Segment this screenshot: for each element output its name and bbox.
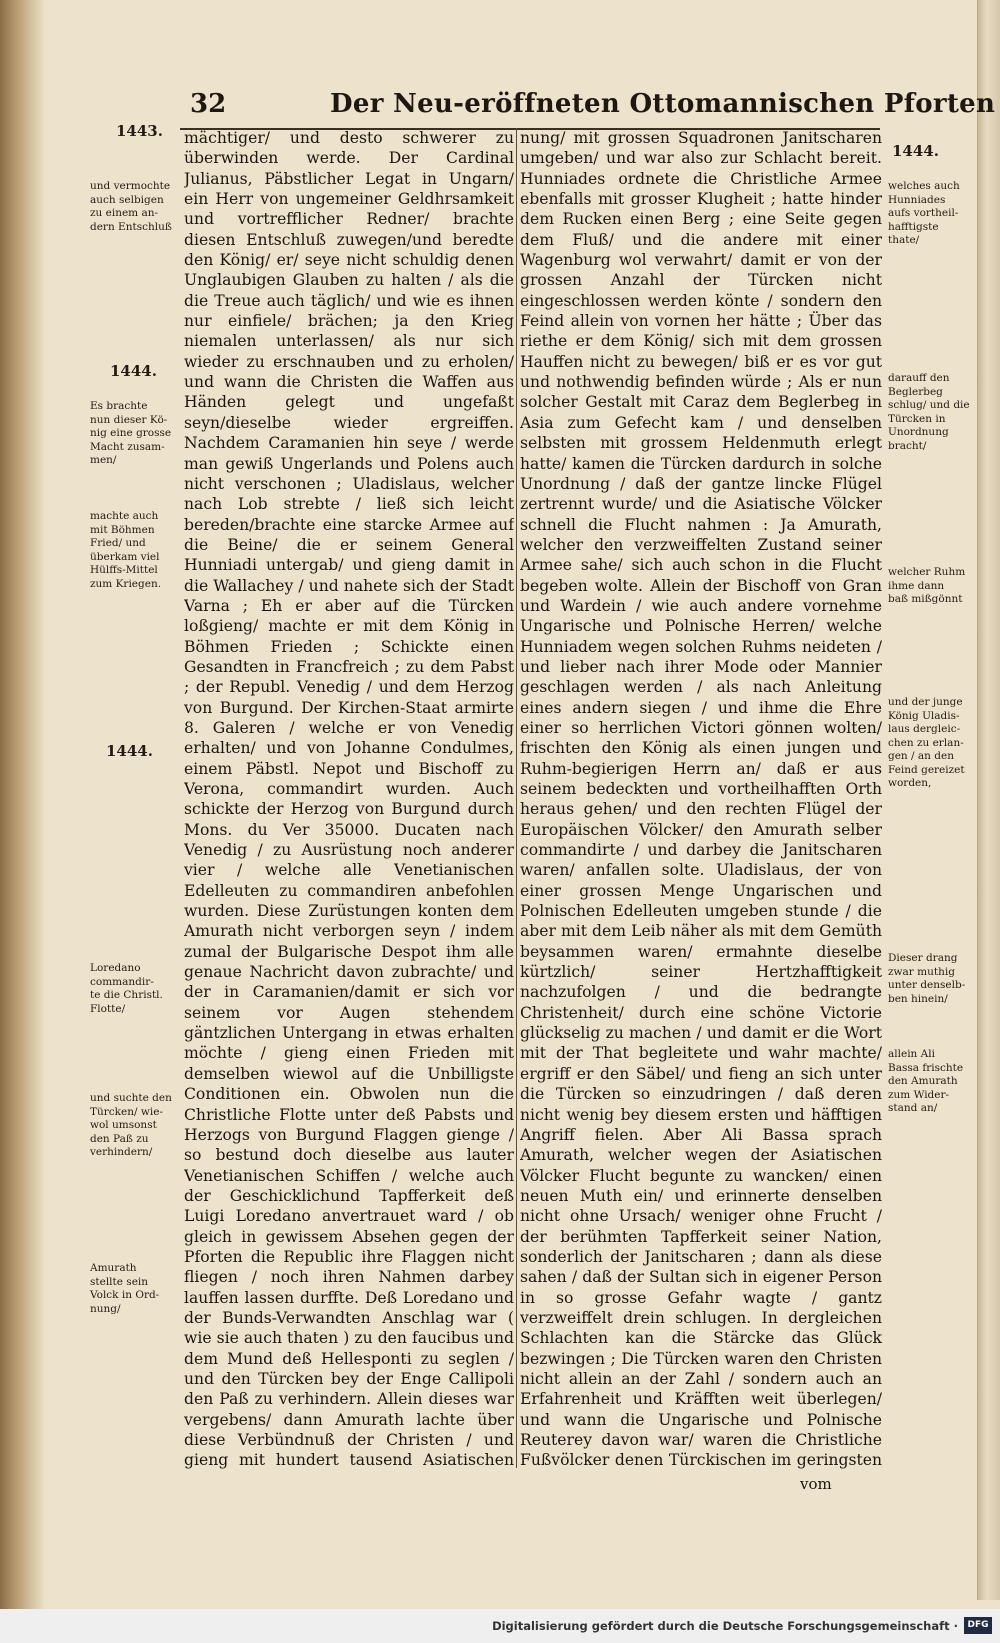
margin-note-left-5: und suchte den Türcken/ wie- wol umsonst den Paß zu verhindern/ (90, 1092, 172, 1158)
next-page-edge (977, 0, 1000, 1600)
right-text-column (520, 128, 882, 1472)
page-number: 32 (190, 89, 227, 119)
margin-note-right-6: allein Ali Bassa frischte den Amurath zum Wider- stand an/ (888, 1048, 964, 1114)
book-spine (0, 0, 46, 1643)
catchword: vom (800, 1475, 832, 1493)
running-title: Der Neu-eröffneten Ottomannischen Pforten (330, 89, 996, 119)
dfg-logo: DFG (964, 1617, 992, 1634)
footer-credit-text: Digitalisierung gefördert durch die Deutsche Forschungsgemeinschaft · (492, 1619, 958, 1633)
left-text-column (184, 128, 514, 1472)
margin-note-left-3: machte auch mit Böhmen Fried/ und überkam viel Hülffs-Mittel zum Kriegen. (90, 510, 162, 590)
year-marker-1444-b: 1444. (106, 742, 153, 760)
year-marker-1444-right: 1444. (892, 142, 939, 160)
column-divider (516, 128, 517, 1468)
margin-note-right-4: und der junge König Uladis- laus dergleic- chen zu erlan- gen / an den Feind gereizet worden, (888, 696, 965, 789)
margin-note-left-6: Amurath stellte sein Volck in Ord- nung/ (90, 1262, 160, 1315)
margin-note-right-2: darauff den Beglerbeg schlug/ und die Türcken in Unordnung bracht/ (888, 372, 970, 452)
year-marker-1443: 1443. (116, 122, 163, 140)
margin-note-right-5: Dieser drang zwar muthig unter denselb- ben hinein/ (888, 952, 966, 1005)
left-column-body: mächtiger/ und desto schwerer zu überwinden werde. Der Cardinal Julianus, Päbstlicher Legat in Ungarn/ ein Herr von ungemeiner Geldhrsamkeit und vortrefflicher Redner/ brachte diesen Entschluß zuwegen/und beredte den König/ er/ seye nicht schuldig denen Unglaubigen Glauben zu halten / als die die Treue auch täglich/ und wie es ihnen nur einfiele/ brächen; ja den Krieg niemalen unterlassen/ als nur sich wieder zu erschnauben und zu erholen/ und wann die Christen die Waffen aus Händen gelegt und ungefaßt seyn/dieselbe wieder ergreiffen. Nachdem Caramanien hin seye / werde man gewiß Ungerlands und Polens auch nicht verschonen ; Uladislaus, welcher nach Lob strebte / ließ sich leicht bereden/brachte eine starcke Armee auf die Beine/ die er seinem General Hunniadi untergab/ und gieng damit in die Wallachey / und nahete sich der Stadt Varna ; Eh er aber auf die Türcken loßgieng/ machte er mit dem König in Böhmen Frieden ; Schickte einen Gesandten in Francfreich ; zu dem Pabst ; der Republ. Venedig / und dem Herzog von Burgund. Der Kirchen-Staat armirte 8. Galeren / welche er von Venedig erhalten/ und von Johanne Condulmes, einem Päbstl. Nepot und Bischoff zu Verona, commandirt wurden. Auch schickte der Herzog von Burgund durch Mons. du Ver 35000. Ducaten nach Venedig / zu Ausrüstung noch anderer vier / welche alle Venetianischen Edelleuten zu commandiren anbefohlen wurden. Diese Zurüstungen konten dem Amurath nicht verborgen seyn / indem zumal der Bulgarische Despot ihm alle genaue Nachricht davon zubrachte/ und der in Caramanien/damit er sich vor seinem vor Augen stehendem gäntzlichen Untergang in etwas erhalten möchte / gieng einen Frieden mit demselben wiewol auf die Unbilligste Conditionen ein. Obwolen nun die Christliche Flotte unter deß Pabsts und Herzogs von Burgund Flaggen gienge / so bestund doch dieselbe aus lauter Venetianischen Schiffen / welche auch der Geschicklichund Tapfferkeit deß Luigi Loredano anvertrauet ward / ob gleich in gewissem Absehen gegen der Pforten die Republic ihre Flaggen nicht fliegen / noch ihren Nahmen darbey lauffen lassen durffte. Deß Loredano und der Bunds-Verwandten Anschlag war ( wie sie auch thaten ) zu den faucibus und dem Mund deß Hellesponti zu seglen / und den Türcken bey der Enge Callipoli den Paß zu verhindern. Allein dieses war vergebens/ dann Amurath lachte über diese Verbündnuß der Christen / und gieng mit hundert tausend Asiatischen (184, 129, 514, 1470)
year-marker-1444-a: 1444. (110, 362, 157, 380)
margin-note-left-4: Loredano commandir- te die Christl. Flotte/ (90, 962, 163, 1015)
margin-note-left-2: Es brachte nun dieser Kö- nig eine grosse Macht zusam- men/ (90, 400, 172, 466)
digitization-footer (0, 1609, 1000, 1643)
right-column-body: nung/ mit grossen Squadronen Janitscharen umgeben/ und war also zur Schlacht bereit. Hunniades ordnete die Christliche Armee ebenfalls mit grosser Klugheit ; hatte hinder dem Rucken einen Berg ; eine Seite gegen dem Fluß/ und die andere mit einer Wagenburg wol verwahrt/ damit er von der grossen Anzahl der Türcken nicht eingeschlossen werden könte / sondern den Feind allein von vornen her hätte ; Über das riethe er dem König/ sich mit dem grossen Hauffen nicht zu bewegen/ biß er es vor gut und nothwendig befinden würde ; Als er nun solcher Gestalt mit Caraz dem Beglerbeg in Asia zum Gefecht kam / und denselben selbsten mit grossem Heldenmuth erlegt hatte/ kamen die Türcken dardurch in solche Unordnung / daß der gantze lincke Flügel zertrennt wurde/ und die Asiatische Völcker schnell die Flucht nahmen : Ja Amurath, welcher den verzweiffelten Zustand seiner Armee sahe/ sich auch schon in die Flucht begeben wolte. Allein der Bischoff von Gran und Wardein / wie auch andere vornehme Ungarische und Polnische Herren/ welche Hunniadem wegen solchen Ruhms neideten / und lieber nach ihrer Mode oder Mannier geschlagen werden / als nach Anleitung eines andern siegen / und ihme die Ehre einer so herrlichen Victori gönnen wolten/ frischten den König als einen jungen und Ruhm-begierigen Herrn an/ daß er aus seinem bedeckten und vortheilhafften Orth heraus gehen/ und den rechten Flügel der Europäischen Völcker/ den Amurath selber commandirte / und darbey die Janitscharen waren/ anfallen solte. Uladislaus, der von einer grossen Menge Ungarischen und Polnischen Edelleuten umgeben stunde / die aber mit dem Leib näher als mit dem Gemüth beysammen waren/ ermahnte dieselbe kürtzlich/ seiner Hertzhafftigkeit nachzufolgen / und die bedrangte Christenheit/ durch eine schöne Victorie glückselig zu machen / und damit er die Wort mit der That begleitete und wahr machte/ ergriff er den Säbel/ und fieng an sich unter die Türcken so einzudringen / daß deren nicht wenig bey diesem ersten und häfftigen Angriff fielen. Aber Ali Bassa sprach Amurath, welcher wegen der Asiatischen Völcker Flucht begunte zu wancken/ einen neuen Muth ein/ und erinnerte denselben nicht ohne Ursach/ weniger ohne Frucht / der berühmten Tapfferkeit seiner Nation, sonderlich der Janitscharen ; dann als diese sahen / daß der Sultan sich in eigener Person in so grosse Gefahr wagte / gantz verzweiffelt drein schlugen. In dergleichen Schlachten kan die Stärcke das Glück bezwingen ; Die Türcken waren den Christen nicht allein an der Zahl / sondern auch an Erfahrenheit und Kräfften weit überlegen/ und wann die Ungarische und Polnische Reuterey davon war/ waren die Christliche Fußvölcker denen Türckischen im geringsten (520, 129, 882, 1470)
margin-note-right-1: welches auch Hunniades aufs vortheil- hafftigste thate/ (888, 180, 960, 246)
margin-note-right-3: welcher Ruhm ihme dann baß mißgönnt (888, 566, 966, 605)
margin-note-left-1: und vermochte auch selbigen zu einem an- dern Entschluß (90, 180, 172, 233)
page-header (190, 84, 996, 124)
